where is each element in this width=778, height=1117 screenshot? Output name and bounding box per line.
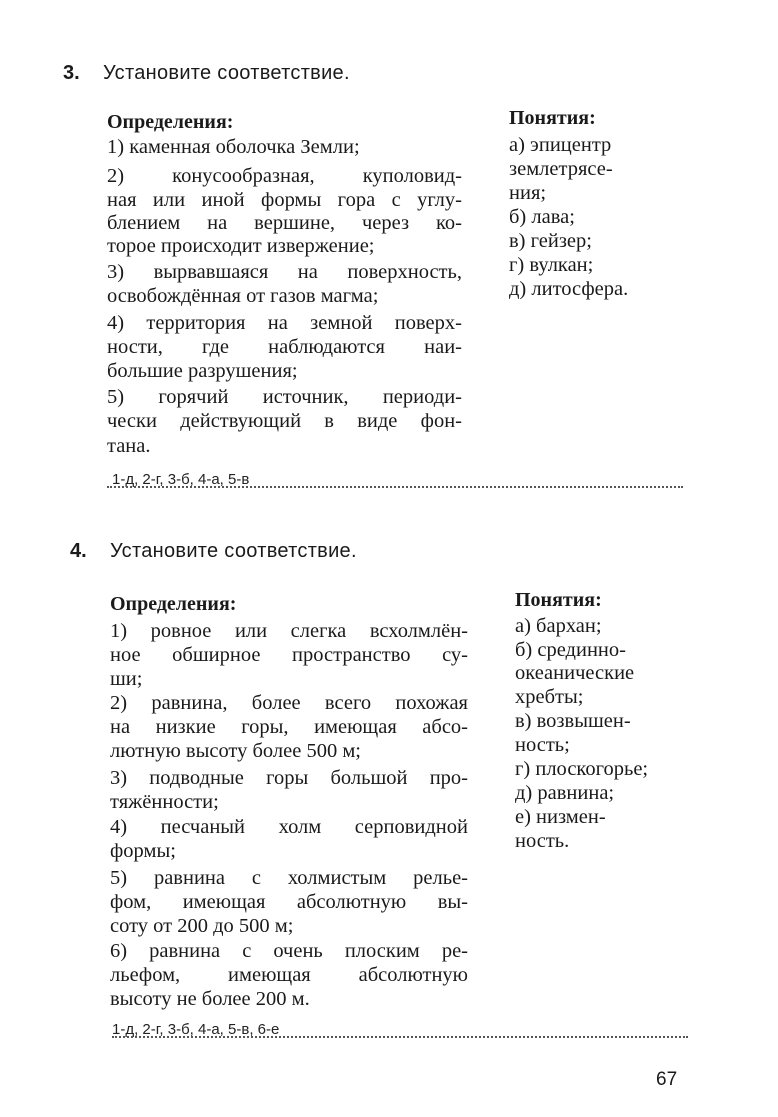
definition-line: освобождённая от газов магма; [107, 285, 379, 307]
task-title: Установите соответствие. [110, 540, 357, 562]
concepts-header: Понятия: [515, 589, 602, 611]
definition-line: высоту не более 200 м. [110, 988, 310, 1010]
definition-line: торое происходит извержение; [107, 235, 375, 257]
answer-dotted-line [107, 486, 683, 488]
definition-line: лютную высоту более 500 м; [110, 740, 361, 762]
definition-line: на низкие горы, имеющая абсо- [110, 716, 468, 738]
definition-line: ное обширное пространство су- [110, 644, 468, 666]
concept-line: б) лава; [509, 206, 575, 228]
concept-line: землетрясе- [509, 158, 613, 180]
concept-line: в) гейзер; [509, 230, 592, 252]
concept-line: д) литосфера. [509, 278, 629, 300]
definition-line: фом, имеющая абсолютную вы- [110, 891, 468, 913]
concept-line: а) бархан; [515, 615, 602, 637]
answer-text: 1-д, 2-г, 3-б, 4-а, 5-в, 6-е [112, 1021, 280, 1038]
concept-line: г) плоскогорье; [515, 758, 649, 780]
page-number: 67 [656, 1069, 678, 1090]
task-number: 3. [63, 62, 80, 84]
task-title: Установите соответствие. [103, 62, 350, 84]
definition-line: тана. [107, 435, 151, 457]
concept-line: океанические [515, 662, 635, 684]
answer-dotted-line [112, 1036, 688, 1038]
concept-line: хребты; [515, 686, 584, 708]
definition-line: 4) территория на земной поверх- [107, 312, 462, 334]
definition-line: 1) ровное или слегка всхолмлён- [110, 620, 468, 642]
definition-line: большие разрушения; [107, 360, 298, 382]
concept-line: ность. [515, 830, 570, 852]
definition-line: 6) равнина с очень плоским ре- [110, 940, 468, 962]
concept-line: г) вулкан; [509, 254, 594, 276]
definition-line: 2) равнина, более всего похожая [110, 692, 468, 714]
definition-line: льефом, имеющая абсолютную [110, 964, 468, 986]
concept-line: е) низмен- [515, 806, 606, 828]
concept-line: б) срединно- [515, 639, 626, 661]
definition-line: 5) равнина с холмистым релье- [110, 867, 468, 889]
definition-line: соту от 200 до 500 м; [110, 915, 294, 937]
definition-line: ности, где наблюдаются наи- [107, 336, 462, 358]
definition-line: блением на вершине, через ко- [107, 212, 462, 234]
definition-line: тяжённости; [110, 791, 219, 813]
concept-line: в) возвышен- [515, 710, 631, 732]
concept-line: д) равнина; [515, 782, 615, 804]
definition-line: 4) песчаный холм серповидной [110, 816, 468, 838]
concept-line: ния; [509, 182, 547, 204]
definition-line: ная или иной формы гора с углу- [107, 189, 462, 211]
definition-line: ши; [110, 668, 143, 690]
concepts-header: Понятия: [509, 107, 596, 129]
definition-line: чески действующий в виде фон- [107, 410, 462, 432]
answer-text: 1-д, 2-г, 3-б, 4-а, 5-в [112, 471, 250, 488]
concept-line: ность; [515, 734, 570, 756]
concept-line: а) эпицентр [509, 134, 612, 156]
definition-line: 3) вырвавшаяся на поверхность, [107, 261, 462, 283]
definition-line: формы; [110, 840, 176, 862]
definition-line: 1) каменная оболочка Земли; [107, 136, 360, 158]
definition-line: 2) конусообразная, куполовид- [107, 165, 462, 187]
definition-line: 5) горячий источник, периоди- [107, 386, 462, 408]
definitions-header: Определения: [110, 593, 237, 615]
definitions-header: Определения: [107, 111, 234, 133]
task-number: 4. [70, 540, 87, 562]
definition-line: 3) подводные горы большой про- [110, 767, 468, 789]
